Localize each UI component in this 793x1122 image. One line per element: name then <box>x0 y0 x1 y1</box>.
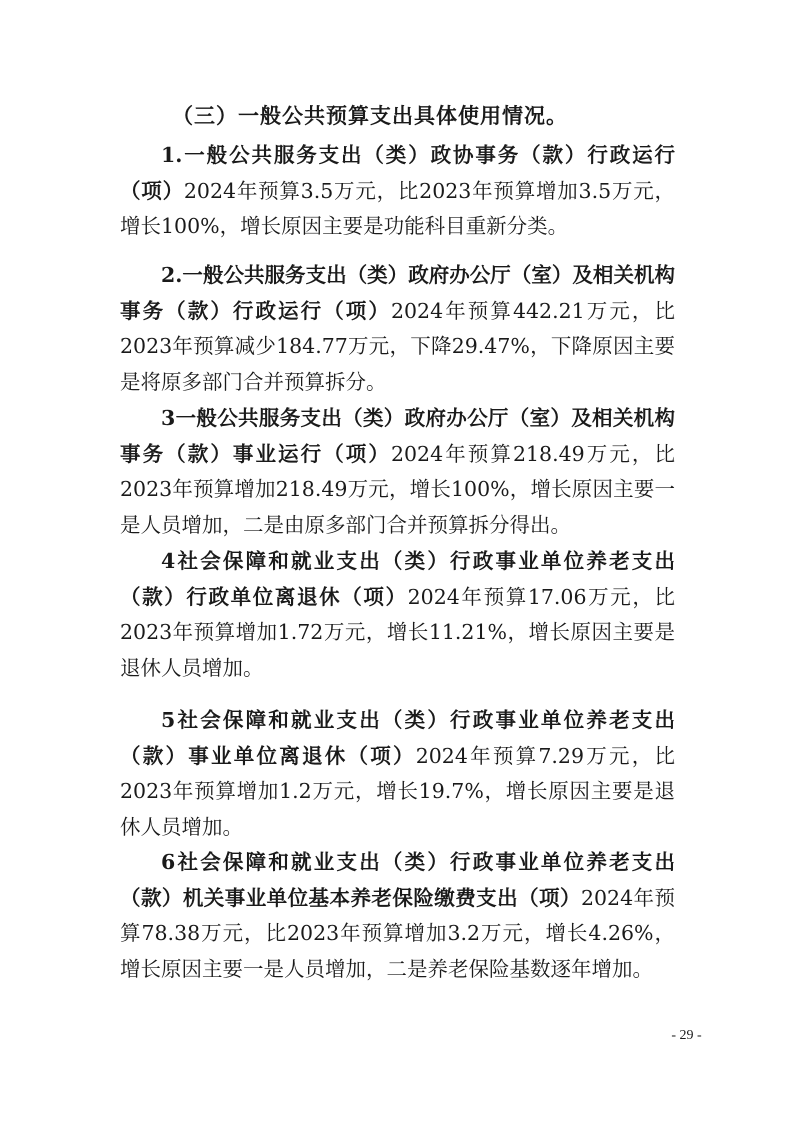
paragraph-item-4 <box>120 544 675 686</box>
paragraph-item-6 <box>120 845 675 987</box>
paragraph-lead: 3一般公共服务支出（类）政府办公厅（室）及相关机构事务（款）事业运行（项） <box>120 406 675 466</box>
section-heading: （三）一般公共预算支出具体使用情况。 <box>172 103 568 128</box>
paragraph-body: 2024年预算17.06万元，比2023年预算增加1.72万元，增长11.21%，增长原因主要是退休人员增加。 <box>120 584 676 680</box>
paragraph-body: 2024年预算78.38万元，比2023年预算增加3.2万元，增长4.26%，增长原因主要一是人员增加，二是养老保险基数逐年增加。 <box>120 885 676 981</box>
paragraph-body: 2024年预算442.21万元，比2023年预算减少184.77万元，下降29.47%，下降原因主要是将原多部门合并预算拆分。 <box>120 298 676 394</box>
paragraph-lead: 2.一般公共服务支出（类）政府办公厅（室）及相关机构事务（款）行政运行（项） <box>120 263 675 323</box>
paragraph-lead: 5社会保障和就业支出（类）行政事业单位养老支出（款）事业单位离退休（项） <box>120 708 675 768</box>
paragraph-item-3 <box>120 401 675 543</box>
paragraph-item-1 <box>120 138 675 245</box>
page-number: - 29 - <box>671 1028 702 1043</box>
paragraph-body: 2024年预算218.49万元，比2023年预算增加218.49万元，增长100%，增长原因主要一是人员增加，二是由原多部门合并预算拆分得出。 <box>120 441 676 537</box>
paragraph-item-5 <box>120 703 675 845</box>
paragraph-lead: 6社会保障和就业支出（类）行政事业单位养老支出（款）机关事业单位基本养老保险缴费支出（项） <box>120 850 675 910</box>
paragraph-lead: 1.一般公共服务支出（类）政协事务（款）行政运行（项） <box>120 143 675 203</box>
paragraph-lead: 4社会保障和就业支出（类）行政事业单位养老支出（款）行政单位离退休（项） <box>120 549 675 609</box>
paragraph-body: 2024年预算3.5万元，比2023年预算增加3.5万元，增长100%，增长原因主要是功能科目重新分类。 <box>120 178 676 238</box>
paragraph-item-2 <box>120 258 675 400</box>
paragraph-body: 2024年预算7.29万元，比2023年预算增加1.2万元，增长19.7%，增长原因主要是退休人员增加。 <box>120 743 675 839</box>
